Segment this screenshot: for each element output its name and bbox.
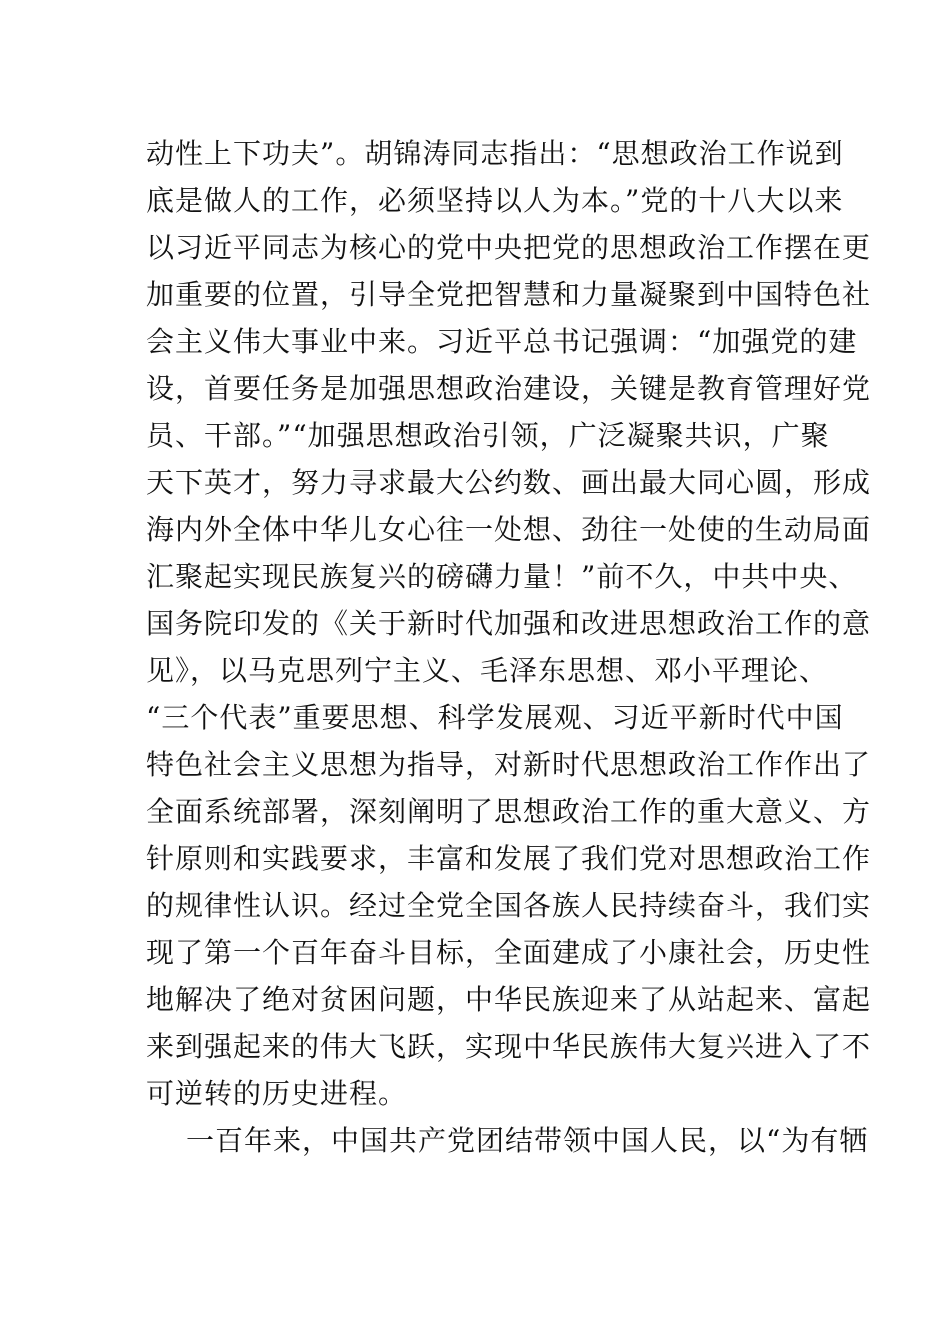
text-line: 加重要的位置，引导全党把智慧和力量凝聚到中国特色社 [146,278,872,311]
text-line: 底是做人的工作，必须坚持以人为本。”党的十八大以来 [146,184,844,217]
text-line: 汇聚起实现民族复兴的磅礴力量！”前不久，中共中央、 [146,560,858,593]
text-line: 的规律性认识。经过全党全国各族人民持续奋斗，我们实 [146,889,872,922]
text-line: 员、干部。”“加强思想政治引领，广泛凝聚共识，广聚 [146,419,830,452]
text-line: 动性上下功夫”。胡锦涛同志指出：“思想政治工作说到 [146,137,844,170]
text-line: 特色社会主义思想为指导，对新时代思想政治工作作出了 [146,748,872,781]
text-line: 可逆转的历史进程。 [146,1077,408,1110]
text-line: 现了第一个百年奋斗目标，全面建成了小康社会，历史性 [146,936,872,969]
text-line: 全面系统部署，深刻阐明了思想政治工作的重大意义、方 [146,795,872,828]
paragraph-first-line: 一百年来，中国共产党团结带领中国人民，以“为有牺 [186,1124,869,1157]
text-line: 设，首要任务是加强思想政治建设，关键是教育管理好党 [146,372,872,405]
text-line: 国务院印发的《关于新时代加强和改进思想政治工作的意 [146,607,872,640]
text-line: 来到强起来的伟大飞跃，实现中华民族伟大复兴进入了不 [146,1030,872,1063]
text-line: “三个代表”重要思想、科学发展观、习近平新时代中国 [146,701,844,734]
text-line: 天下英才，努力寻求最大公约数、画出最大同心圆，形成 [146,466,872,499]
text-line: 地解决了绝对贫困问题，中华民族迎来了从站起来、富起 [146,983,872,1016]
text-line: 见》，以马克思列宁主义、毛泽东思想、邓小平理论、 [146,654,829,687]
text-line: 会主义伟大事业中来。习近平总书记强调：“加强党的建 [146,325,858,358]
text-line: 针原则和实践要求，丰富和发展了我们党对思想政治工作 [146,842,872,875]
text-line: 以习近平同志为核心的党中央把党的思想政治工作摆在更 [146,231,872,264]
text-line: 海内外全体中华儿女心往一处想、劲往一处使的生动局面 [146,513,872,546]
